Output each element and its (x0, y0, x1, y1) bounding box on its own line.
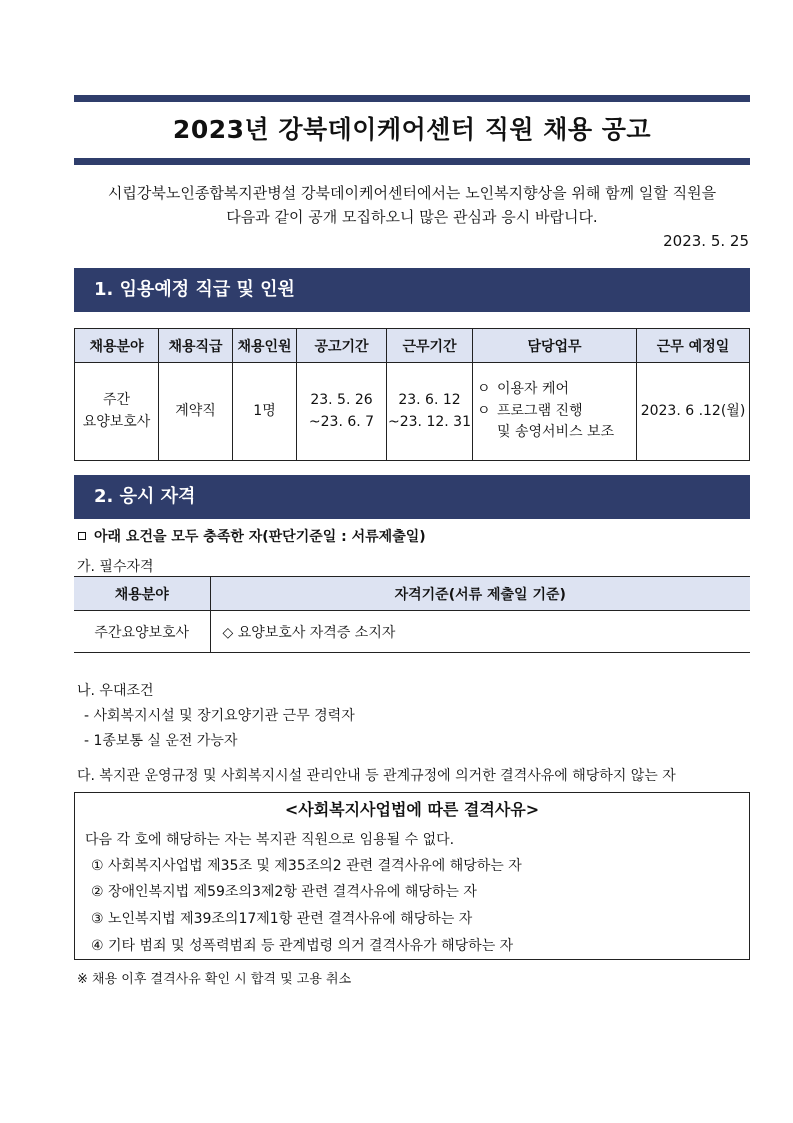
col-header: 공고기간 (297, 329, 387, 363)
cell-duties (473, 363, 637, 461)
box-item: ④ 기타 범죄 및 성폭력범죄 등 관계법령 의거 결격사유가 해당하는 자 (91, 938, 514, 954)
box-title: <사회복지사업법에 따른 결격사유> (284, 800, 540, 819)
preferred-item: - 사회복지시설 및 장기요양기관 근무 경력자 (84, 708, 355, 724)
cell-work-period (387, 363, 473, 461)
condition-heading (78, 526, 426, 546)
cell-field (75, 363, 159, 461)
title-top-bar (74, 95, 750, 102)
intro-line-1: 시립강북노인종합복지관병설 강북데이케어센터에서는 노인복지향상을 위해 함께 일할 직원을 (107, 184, 717, 202)
table-header-row (74, 577, 750, 611)
cell-text: 23. 6. 12 (398, 391, 461, 408)
duty-text: 및 송영서비스 보조 (497, 424, 615, 441)
cell-text: 23. 5. 26 (310, 391, 373, 408)
box-item: ① 사회복지사업법 제35조 및 제35조의2 관련 결격사유에 해당하는 자 (91, 858, 522, 874)
table-row (74, 611, 750, 653)
notice-date: 2023. 5. 25 (663, 232, 749, 250)
duty-text: 프로그램 진행 (497, 402, 583, 419)
table-header-row (75, 329, 750, 363)
required-label: 가. 필수자격 (77, 559, 154, 575)
cell-text: 주간 (102, 391, 131, 408)
box-lead: 다음 각 호에 해당하는 자는 복지관 직원으로 임용될 수 없다. (85, 832, 455, 848)
cell-text: ~23. 12. 31 (388, 413, 471, 430)
col-header: 자격기준(서류 제출일 기준) (210, 577, 750, 611)
col-header: 담당업무 (473, 329, 637, 363)
cell-start-date: 2023. 6 .12(월) (637, 363, 750, 461)
col-header: 근무 예정일 (637, 329, 750, 363)
duty-item (477, 379, 636, 401)
section-1-heading: 1. 임용예정 직급 및 인원 (74, 268, 750, 312)
positions-table (74, 328, 750, 461)
footnote: ※ 채용 이후 결격사유 확인 시 합격 및 고용 취소 (77, 972, 352, 987)
disqualification-label: 다. 복지관 운영규정 및 사회복지시설 관리안내 등 관계규정에 의거한 결격사유에 해당하지 않는 자 (77, 768, 676, 784)
qualification-table (74, 576, 750, 653)
cell-text: ~23. 6. 7 (308, 413, 375, 430)
cell-field: 주간요양보호사 (74, 611, 210, 653)
col-header: 채용분야 (75, 329, 159, 363)
duty-item (477, 401, 636, 423)
bullet: ㅇ (477, 380, 491, 397)
disqualification-box (74, 792, 750, 960)
cell-count: 1명 (233, 363, 297, 461)
intro-line-2: 다음과 같이 공개 모집하오니 많은 관심과 응시 바랍니다. (226, 208, 598, 226)
preferred-item: - 1종보통 실 운전 가능자 (84, 733, 238, 749)
box-item: ③ 노인복지법 제39조의17제1항 관련 결격사유에 해당하는 자 (91, 911, 473, 927)
duty-text: 이용자 케어 (497, 380, 570, 397)
col-header: 근무기간 (387, 329, 473, 363)
cell-text: 요양보호사 (82, 413, 151, 430)
title-bottom-bar (74, 158, 750, 165)
col-header: 채용직급 (159, 329, 233, 363)
bullet: ㅇ (477, 402, 491, 419)
table-row (75, 363, 750, 461)
square-bullet-icon (78, 532, 86, 540)
duty-item (477, 422, 636, 444)
condition-text: 아래 요건을 모두 충족한 자(판단기준일 : 서류제출일) (94, 529, 426, 545)
section-2-heading: 2. 응시 자격 (74, 475, 750, 519)
box-item: ② 장애인복지법 제59조의3제2항 관련 결격사유에 해당하는 자 (91, 884, 477, 900)
cell-rank: 계약직 (159, 363, 233, 461)
cell-criteria: ◇ 요양보호사 자격증 소지자 (210, 611, 750, 653)
col-header: 채용인원 (233, 329, 297, 363)
cell-notice-period (297, 363, 387, 461)
page-title: 2023년 강북데이케어센터 직원 채용 공고 (172, 115, 652, 144)
preferred-label: 나. 우대조건 (77, 683, 154, 699)
col-header: 채용분야 (74, 577, 210, 611)
